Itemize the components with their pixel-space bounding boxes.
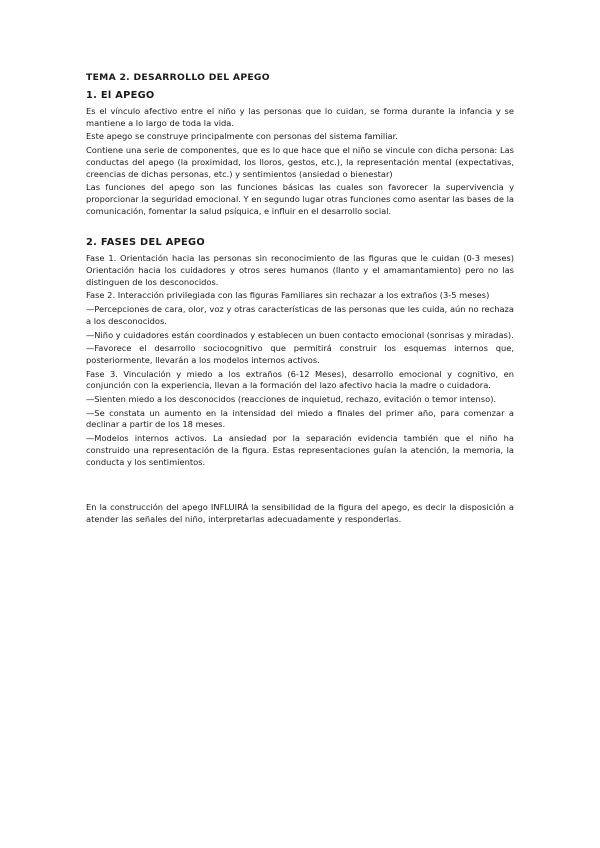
paragraph: Fase 2. Interacción privilegiada con las figuras Familiares sin rechazar a los extraños (3-5 meses) <box>86 290 490 301</box>
list-item: —Niño y cuidadores están coordinados y establecen un buen contacto emocional (sonrisas y miradas). <box>86 329 514 340</box>
paragraph: Fase 3. Vinculación y miedo a los extraños (6-12 Meses), desarrollo emocional y cognitivo, en conjunción con la experiencia, llevan a la formación del lazo afectivo hacia la madre o cuidadora. <box>86 368 514 391</box>
paragraph: Este apego se construye principalmente con personas del sistema familiar. <box>86 131 398 142</box>
list-item: —Percepciones de cara, olor, voz y otras características de las personas que les cuida, aún no rechaza a los desconocidos. <box>86 304 514 326</box>
list-item: —Sienten miedo a los desconocidos (reacciones de inquietud, rechazo, evitación o temor intenso). <box>86 394 497 405</box>
paragraph: Las funciones del apego son las funciones básicas las cuales son favorecer la supervivencia y proporcionar la seguridad emocional. Y en segundo lugar otras funciones como asentar las bases de la comunicación, fomentar la salud psíquica, e influir en el desarrollo social. <box>86 182 514 216</box>
list-item: —Se constata un aumento en la intensidad del miedo a finales del primer año, para comenzar a declinar a partir de los 18 meses. <box>86 407 514 430</box>
section-heading: 1. El APEGO <box>86 90 155 101</box>
section-fases <box>86 237 514 468</box>
section-apego <box>86 90 514 217</box>
spacer <box>86 219 514 237</box>
closing-paragraph: En la construcción del apego INFLUIRÁ la sensibilidad de la figura del apego, es decir la disposición a atender las señales del niño, interpretarlas adecuadamente y responderlas. <box>86 502 514 524</box>
paragraph: Es el vínculo afectivo entre el niño y las personas que lo cuidan, se forma durante la infancia y se mantiene a lo largo de toda la vida. <box>86 106 514 128</box>
document-page <box>86 72 514 528</box>
document-title: TEMA 2. DESARROLLO DEL APEGO <box>86 72 270 83</box>
paragraph: Fase 1. Orientación hacia las personas sin reconocimiento de las figuras que le cuidan (0-3 meses) Orientación hacia los cuidadores y otros seres humanos (llanto y el amamantamiento) pero no las distinguen de los desconocidos. <box>86 253 514 287</box>
list-item: —Favorece el desarrollo sociocognitivo que permitirá construir los esquemas internos que, posteriormente, llevarán a los modelos internos activos. <box>86 343 514 365</box>
list-item: —Modelos internos activos. La ansiedad por la separación evidencia también que el niño ha construido una representación de la figura. Estas representaciones guían la atención, la memoria, la conducta y los sentimientos. <box>86 433 514 467</box>
paragraph: Contiene una serie de componentes, que es lo que hace que el niño se vincule con dicha persona: Las conductas del apego (la proximidad, los lloros, gestos, etc.), la representación mental (expectativas, creencias de dichas personas, etc.) y sentimientos (ansiedad o bienestar) <box>86 145 514 179</box>
section-heading: 2. FASES DEL APEGO <box>86 237 206 249</box>
